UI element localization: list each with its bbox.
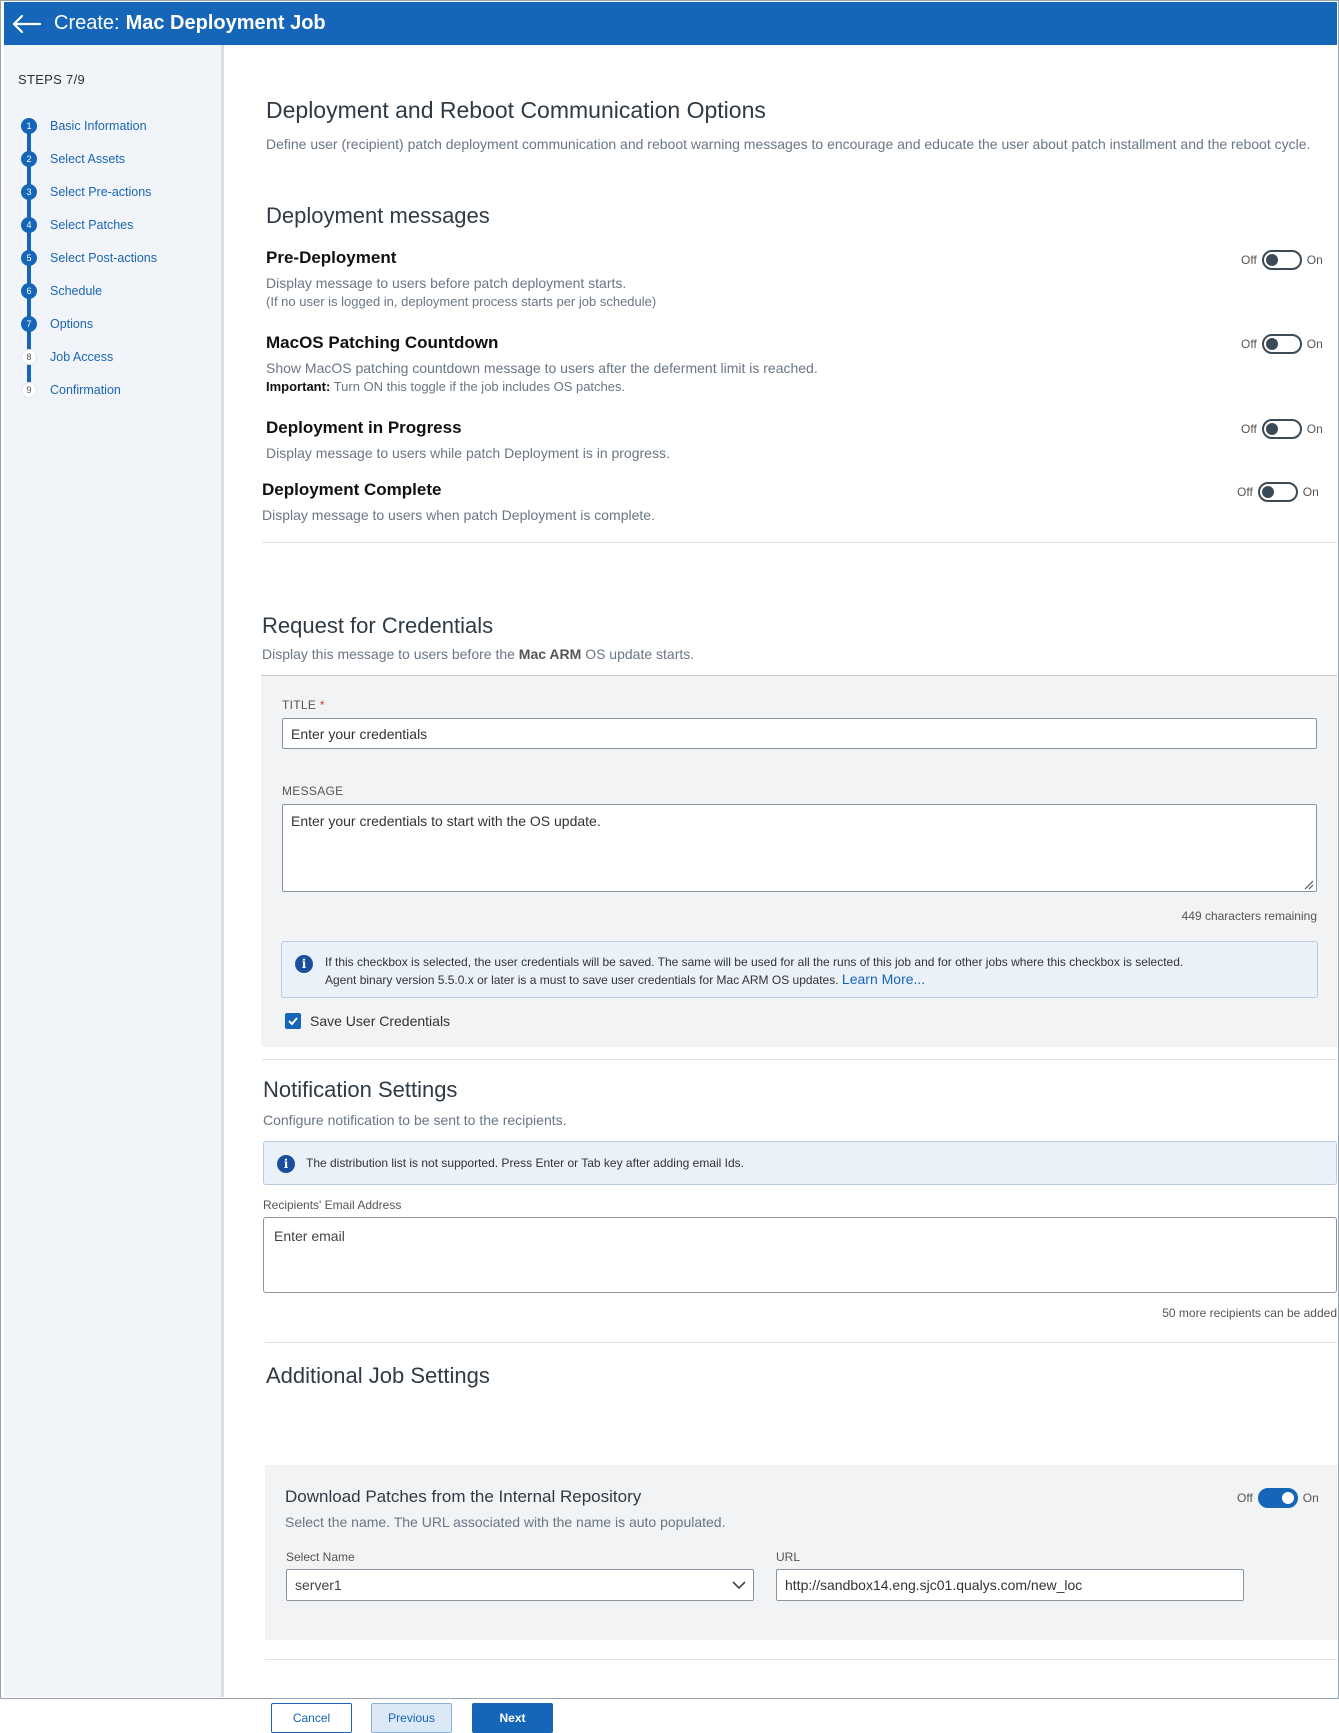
email-input[interactable]: Enter email [263, 1217, 1337, 1293]
in-progress-toggle-group [1241, 419, 1323, 439]
toggle-on-label: On [1306, 422, 1323, 436]
important-label: Important: [266, 379, 331, 394]
toggle-off-label: Off [1237, 485, 1253, 499]
step-label: Select Pre-actions [50, 185, 152, 199]
section-divider [265, 1659, 1337, 1660]
countdown-desc: Show MacOS patching countdown message to users after the deferment limit is reached. [266, 360, 818, 376]
pre-deployment-toggle[interactable] [1262, 250, 1302, 270]
pre-deployment-desc: Display message to users before patch deployment starts. [266, 275, 627, 291]
section-divider [262, 1059, 1337, 1060]
recipients-remaining: 50 more recipients can be added [1162, 1306, 1337, 1320]
step-number: 7 [21, 316, 37, 332]
step-job-access[interactable] [4, 345, 222, 369]
additional-settings-heading: Additional Job Settings [266, 1363, 490, 1388]
step-label: Schedule [50, 284, 103, 298]
toggle-on-label: On [1306, 253, 1323, 267]
pre-deployment-title: Pre-Deployment [266, 248, 397, 267]
toggle-on-label: On [1306, 337, 1323, 351]
url-label: URL [776, 1550, 801, 1564]
complete-toggle[interactable] [1258, 482, 1298, 502]
section-divider [262, 542, 1337, 543]
message-text: Enter your credentials to start with the OS update. [291, 813, 601, 829]
step-label: Options [50, 317, 94, 331]
url-input[interactable]: http://sandbox14.eng.sjc01.qualys.com/new_loc [776, 1569, 1244, 1601]
toggle-knob [1262, 486, 1274, 498]
in-progress-desc: Display message to users while patch Deployment is in progress. [266, 445, 670, 461]
step-label: Job Access [50, 350, 114, 364]
step-schedule[interactable] [4, 279, 222, 303]
cancel-button[interactable]: Cancel [271, 1703, 352, 1733]
main-content [227, 45, 1337, 1725]
info-line-2-text: Agent binary version 5.5.0.x or later is a must to save user credentials for Mac ARM OS updates. [325, 973, 839, 987]
step-label: Select Assets [50, 152, 126, 166]
credentials-info-box [281, 941, 1318, 998]
complete-desc: Display message to users when patch Deployment is complete. [262, 507, 655, 523]
toggle-knob [1266, 338, 1278, 350]
in-progress-title: Deployment in Progress [266, 418, 462, 437]
step-label: Select Post-actions [50, 251, 157, 265]
select-name-label: Select Name [286, 1550, 355, 1564]
checkmark-icon [287, 1015, 299, 1027]
repo-toggle-group [1237, 1488, 1319, 1508]
info-text [325, 954, 1310, 989]
toggle-off-label: Off [1237, 1491, 1253, 1505]
step-number: 4 [21, 217, 37, 233]
step-options[interactable] [4, 312, 222, 336]
step-number: 6 [21, 283, 37, 299]
credentials-desc-suffix: OS update starts. [585, 646, 695, 662]
select-name-value: server1 [295, 1577, 342, 1593]
credentials-desc [262, 645, 694, 663]
select-name-dropdown[interactable] [286, 1569, 754, 1601]
page-title-name: Mac Deployment Job [125, 12, 326, 34]
page-header [4, 2, 1337, 45]
info-icon: i [277, 1155, 295, 1173]
page-title-prefix: Create: [54, 12, 120, 34]
credentials-heading: Request for Credentials [262, 613, 494, 638]
toggle-knob [1266, 423, 1278, 435]
title-input[interactable]: Enter your credentials [282, 718, 1317, 749]
toggle-on-label: On [1302, 1491, 1319, 1505]
page-title [54, 12, 326, 35]
step-number: 5 [21, 250, 37, 266]
step-number: 3 [21, 184, 37, 200]
toggle-off-label: Off [1241, 253, 1257, 267]
back-arrow-icon[interactable] [12, 12, 46, 36]
characters-remaining: 449 characters remaining [1181, 909, 1317, 923]
save-credentials-checkbox[interactable] [285, 1013, 301, 1029]
step-label: Select Patches [50, 218, 134, 232]
step-select-post-actions[interactable] [4, 246, 222, 270]
steps-counter: STEPS 7/9 [18, 72, 86, 87]
deployment-messages-heading: Deployment messages [266, 203, 490, 228]
section-title: Deployment and Reboot Communication Options [266, 97, 766, 123]
toggle-off-label: Off [1241, 422, 1257, 436]
repo-toggle[interactable] [1258, 1488, 1298, 1508]
previous-button[interactable]: Previous [371, 1703, 452, 1733]
credentials-desc-prefix: Display this message to users before the [262, 646, 515, 662]
section-divider [265, 1342, 1337, 1343]
notification-heading: Notification Settings [263, 1077, 458, 1102]
info-line-2 [325, 971, 1310, 989]
step-select-pre-actions[interactable] [4, 180, 222, 204]
step-confirmation[interactable] [4, 378, 222, 402]
complete-toggle-group [1237, 482, 1319, 502]
step-select-assets[interactable] [4, 147, 222, 171]
countdown-title: MacOS Patching Countdown [266, 333, 499, 352]
learn-more-link[interactable]: Learn More... [841, 971, 926, 987]
resize-handle-icon[interactable] [1302, 877, 1314, 889]
info-line-1: If this checkbox is selected, the user credentials will be saved. The same will be used for all the runs of this job and for other jobs where this checkbox is selected. [325, 955, 1184, 969]
countdown-important [266, 379, 625, 394]
chevron-down-icon [731, 1578, 747, 1592]
pre-deployment-toggle-group [1241, 250, 1323, 270]
complete-title: Deployment Complete [262, 480, 442, 499]
step-number: 2 [21, 151, 37, 167]
section-description: Define user (recipient) patch deployment communication and reboot warning messages to encourage and educate the user about patch installment and the reboot cycle. [266, 136, 1311, 152]
toggle-knob [1282, 1492, 1294, 1504]
step-label: Basic Information [50, 119, 147, 133]
repo-title: Download Patches from the Internal Repository [285, 1487, 642, 1506]
steps-sidebar [4, 45, 224, 1697]
email-label: Recipients' Email Address [263, 1198, 402, 1212]
next-button[interactable]: Next [472, 1703, 553, 1733]
in-progress-toggle[interactable] [1262, 419, 1302, 439]
save-credentials-label[interactable]: Save User Credentials [310, 1013, 451, 1029]
step-number: 8 [21, 349, 37, 365]
required-mark: * [319, 698, 325, 712]
step-select-patches[interactable] [4, 213, 222, 237]
step-number: 1 [21, 118, 37, 134]
toggle-knob [1266, 254, 1278, 266]
title-label-text: TITLE [282, 698, 317, 712]
notification-info-text: The distribution list is not supported. Press Enter or Tab key after adding email Ids. [306, 1156, 744, 1170]
message-label: MESSAGE [282, 784, 344, 798]
step-label: Confirmation [50, 383, 121, 397]
info-icon: i [295, 955, 313, 973]
internal-repository-panel [265, 1465, 1337, 1640]
countdown-toggle-group [1241, 334, 1323, 354]
step-basic-information[interactable] [4, 114, 222, 138]
important-text: Turn ON this toggle if the job includes OS patches. [333, 379, 626, 394]
notification-info-box [263, 1141, 1337, 1185]
step-number: 9 [21, 382, 37, 398]
title-label [282, 698, 325, 712]
message-textarea[interactable] [282, 804, 1317, 892]
credentials-panel [261, 675, 1337, 1047]
countdown-toggle[interactable] [1262, 334, 1302, 354]
pre-deployment-note: (If no user is logged in, deployment process starts per job schedule) [266, 294, 657, 309]
credentials-desc-bold: Mac ARM [518, 646, 582, 662]
notification-desc: Configure notification to be sent to the recipients. [263, 1112, 567, 1128]
toggle-on-label: On [1302, 485, 1319, 499]
toggle-off-label: Off [1241, 337, 1257, 351]
repo-desc: Select the name. The URL associated with the name is auto populated. [285, 1514, 726, 1530]
